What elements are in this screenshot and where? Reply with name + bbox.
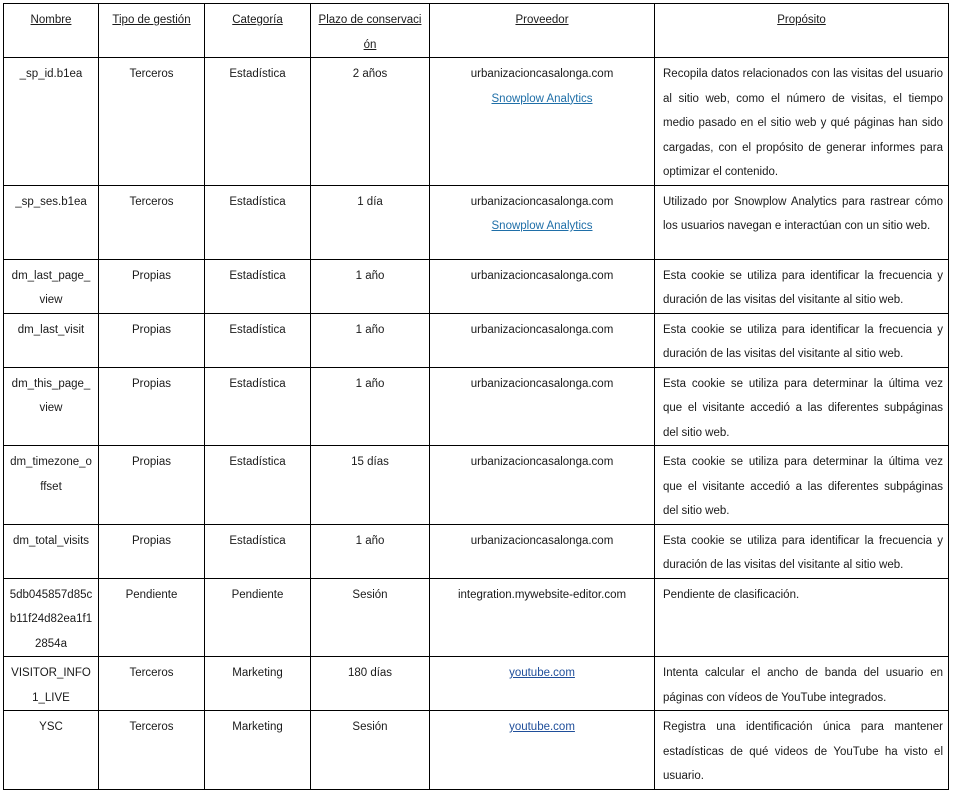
cell-tipo: Propias bbox=[99, 446, 205, 525]
cell-categoria: Estadística bbox=[205, 367, 311, 446]
cell-plazo: 1 año bbox=[311, 524, 430, 578]
cell-tipo: Terceros bbox=[99, 58, 205, 186]
cell-proveedor: urbanizacioncasalonga.com bbox=[430, 313, 655, 367]
cookies-table bbox=[3, 3, 949, 790]
table-row bbox=[4, 58, 949, 186]
cell-plazo: Sesión bbox=[311, 578, 430, 657]
cell-tipo: Propias bbox=[99, 367, 205, 446]
cell-proposito: Esta cookie se utiliza para identificar la frecuencia y duración de las visitas del visitante al sitio web. bbox=[655, 524, 949, 578]
cell-plazo: 1 año bbox=[311, 313, 430, 367]
cell-nombre: dm_timezone_offset bbox=[4, 446, 99, 525]
header-row bbox=[4, 4, 949, 58]
cell-categoria: Estadística bbox=[205, 58, 311, 186]
table-row bbox=[4, 446, 949, 525]
cell-plazo: 1 año bbox=[311, 367, 430, 446]
cell-nombre: dm_last_visit bbox=[4, 313, 99, 367]
cell-tipo: Terceros bbox=[99, 185, 205, 259]
cell-proposito: Esta cookie se utiliza para determinar la última vez que el visitante accedió a las diferentes subpáginas del sitio web. bbox=[655, 446, 949, 525]
cell-proveedor bbox=[430, 58, 655, 186]
cell-proveedor: urbanizacioncasalonga.com bbox=[430, 367, 655, 446]
cell-proposito: Esta cookie se utiliza para identificar la frecuencia y duración de las visitas del visitante al sitio web. bbox=[655, 259, 949, 313]
cell-plazo: 1 día bbox=[311, 185, 430, 259]
cell-categoria: Estadística bbox=[205, 524, 311, 578]
cell-nombre: 5db045857d85cb11f24d82ea1f12854a bbox=[4, 578, 99, 657]
cell-nombre: YSC bbox=[4, 711, 99, 790]
table-row bbox=[4, 185, 949, 259]
cell-proposito: Esta cookie se utiliza para identificar la frecuencia y duración de las visitas del visitante al sitio web. bbox=[655, 313, 949, 367]
cell-nombre: dm_this_page_view bbox=[4, 367, 99, 446]
cell-tipo: Propias bbox=[99, 313, 205, 367]
table-row bbox=[4, 657, 949, 711]
cell-proposito: Recopila datos relacionados con las visitas del usuario al sitio web, como el número de visitas, el tiempo medio pasado en el sitio web y qué páginas han sido cargadas, con el propósito de generar informes para optimizar el contenido. bbox=[655, 58, 949, 186]
cell-proveedor: urbanizacioncasalonga.com bbox=[430, 259, 655, 313]
header-nombre: Nombre bbox=[4, 4, 99, 58]
cell-proveedor bbox=[430, 185, 655, 259]
cell-categoria: Estadística bbox=[205, 313, 311, 367]
table-row bbox=[4, 367, 949, 446]
cell-proposito: Intenta calcular el ancho de banda del usuario en páginas con vídeos de YouTube integrados. bbox=[655, 657, 949, 711]
cell-tipo: Propias bbox=[99, 524, 205, 578]
cell-proposito: Pendiente de clasificación. bbox=[655, 578, 949, 657]
cell-proveedor bbox=[430, 711, 655, 790]
cell-proveedor: urbanizacioncasalonga.com bbox=[430, 446, 655, 525]
table-row bbox=[4, 313, 949, 367]
table-row bbox=[4, 578, 949, 657]
header-plazo-conservacion: Plazo de conservación bbox=[311, 4, 430, 58]
header-proveedor: Proveedor bbox=[430, 4, 655, 58]
proveedor-link[interactable]: Snowplow Analytics bbox=[491, 220, 593, 232]
proveedor-link[interactable]: Snowplow Analytics bbox=[491, 92, 593, 105]
cell-categoria: Estadística bbox=[205, 185, 311, 259]
cell-plazo: Sesión bbox=[311, 711, 430, 790]
cell-categoria: Estadística bbox=[205, 446, 311, 525]
header-tipo-gestion: Tipo de gestión bbox=[99, 4, 205, 58]
cell-categoria: Pendiente bbox=[205, 578, 311, 657]
cell-nombre: _sp_ses.b1ea bbox=[4, 185, 99, 259]
cell-nombre: _sp_id.b1ea bbox=[4, 58, 99, 186]
cell-nombre: dm_total_visits bbox=[4, 524, 99, 578]
cell-categoria: Marketing bbox=[205, 711, 311, 790]
table-row bbox=[4, 524, 949, 578]
table-row bbox=[4, 711, 949, 790]
cell-tipo: Propias bbox=[99, 259, 205, 313]
proveedor-link[interactable]: youtube.com bbox=[509, 667, 575, 679]
cell-tipo: Pendiente bbox=[99, 578, 205, 657]
proveedor-domain: urbanizacioncasalonga.com bbox=[470, 195, 614, 208]
cell-proveedor: urbanizacioncasalonga.com bbox=[430, 524, 655, 578]
cell-tipo: Terceros bbox=[99, 711, 205, 790]
cell-proposito: Esta cookie se utiliza para determinar la última vez que el visitante accedió a las diferentes subpáginas del sitio web. bbox=[655, 367, 949, 446]
cell-tipo: Terceros bbox=[99, 657, 205, 711]
proveedor-domain: urbanizacioncasalonga.com bbox=[470, 68, 614, 80]
cell-nombre: dm_last_page_view bbox=[4, 259, 99, 313]
cell-plazo: 15 días bbox=[311, 446, 430, 525]
cell-proveedor bbox=[430, 657, 655, 711]
cell-categoria: Estadística bbox=[205, 259, 311, 313]
cell-nombre: VISITOR_INFO1_LIVE bbox=[4, 657, 99, 711]
header-proposito: Propósito bbox=[655, 4, 949, 58]
cell-plazo: 2 años bbox=[311, 58, 430, 186]
cell-proveedor: integration.mywebsite-editor.com bbox=[430, 578, 655, 657]
header-categoria: Categoría bbox=[205, 4, 311, 58]
cell-proposito: Utilizado por Snowplow Analytics para rastrear cómo los usuarios navegan e interactúan con un sitio web. bbox=[655, 185, 949, 259]
cell-proposito: Registra una identificación única para mantener estadísticas de qué videos de YouTube ha visto el usuario. bbox=[655, 711, 949, 790]
proveedor-link[interactable]: youtube.com bbox=[509, 721, 575, 733]
table-row bbox=[4, 259, 949, 313]
cell-plazo: 180 días bbox=[311, 657, 430, 711]
cell-plazo: 1 año bbox=[311, 259, 430, 313]
cell-categoria: Marketing bbox=[205, 657, 311, 711]
